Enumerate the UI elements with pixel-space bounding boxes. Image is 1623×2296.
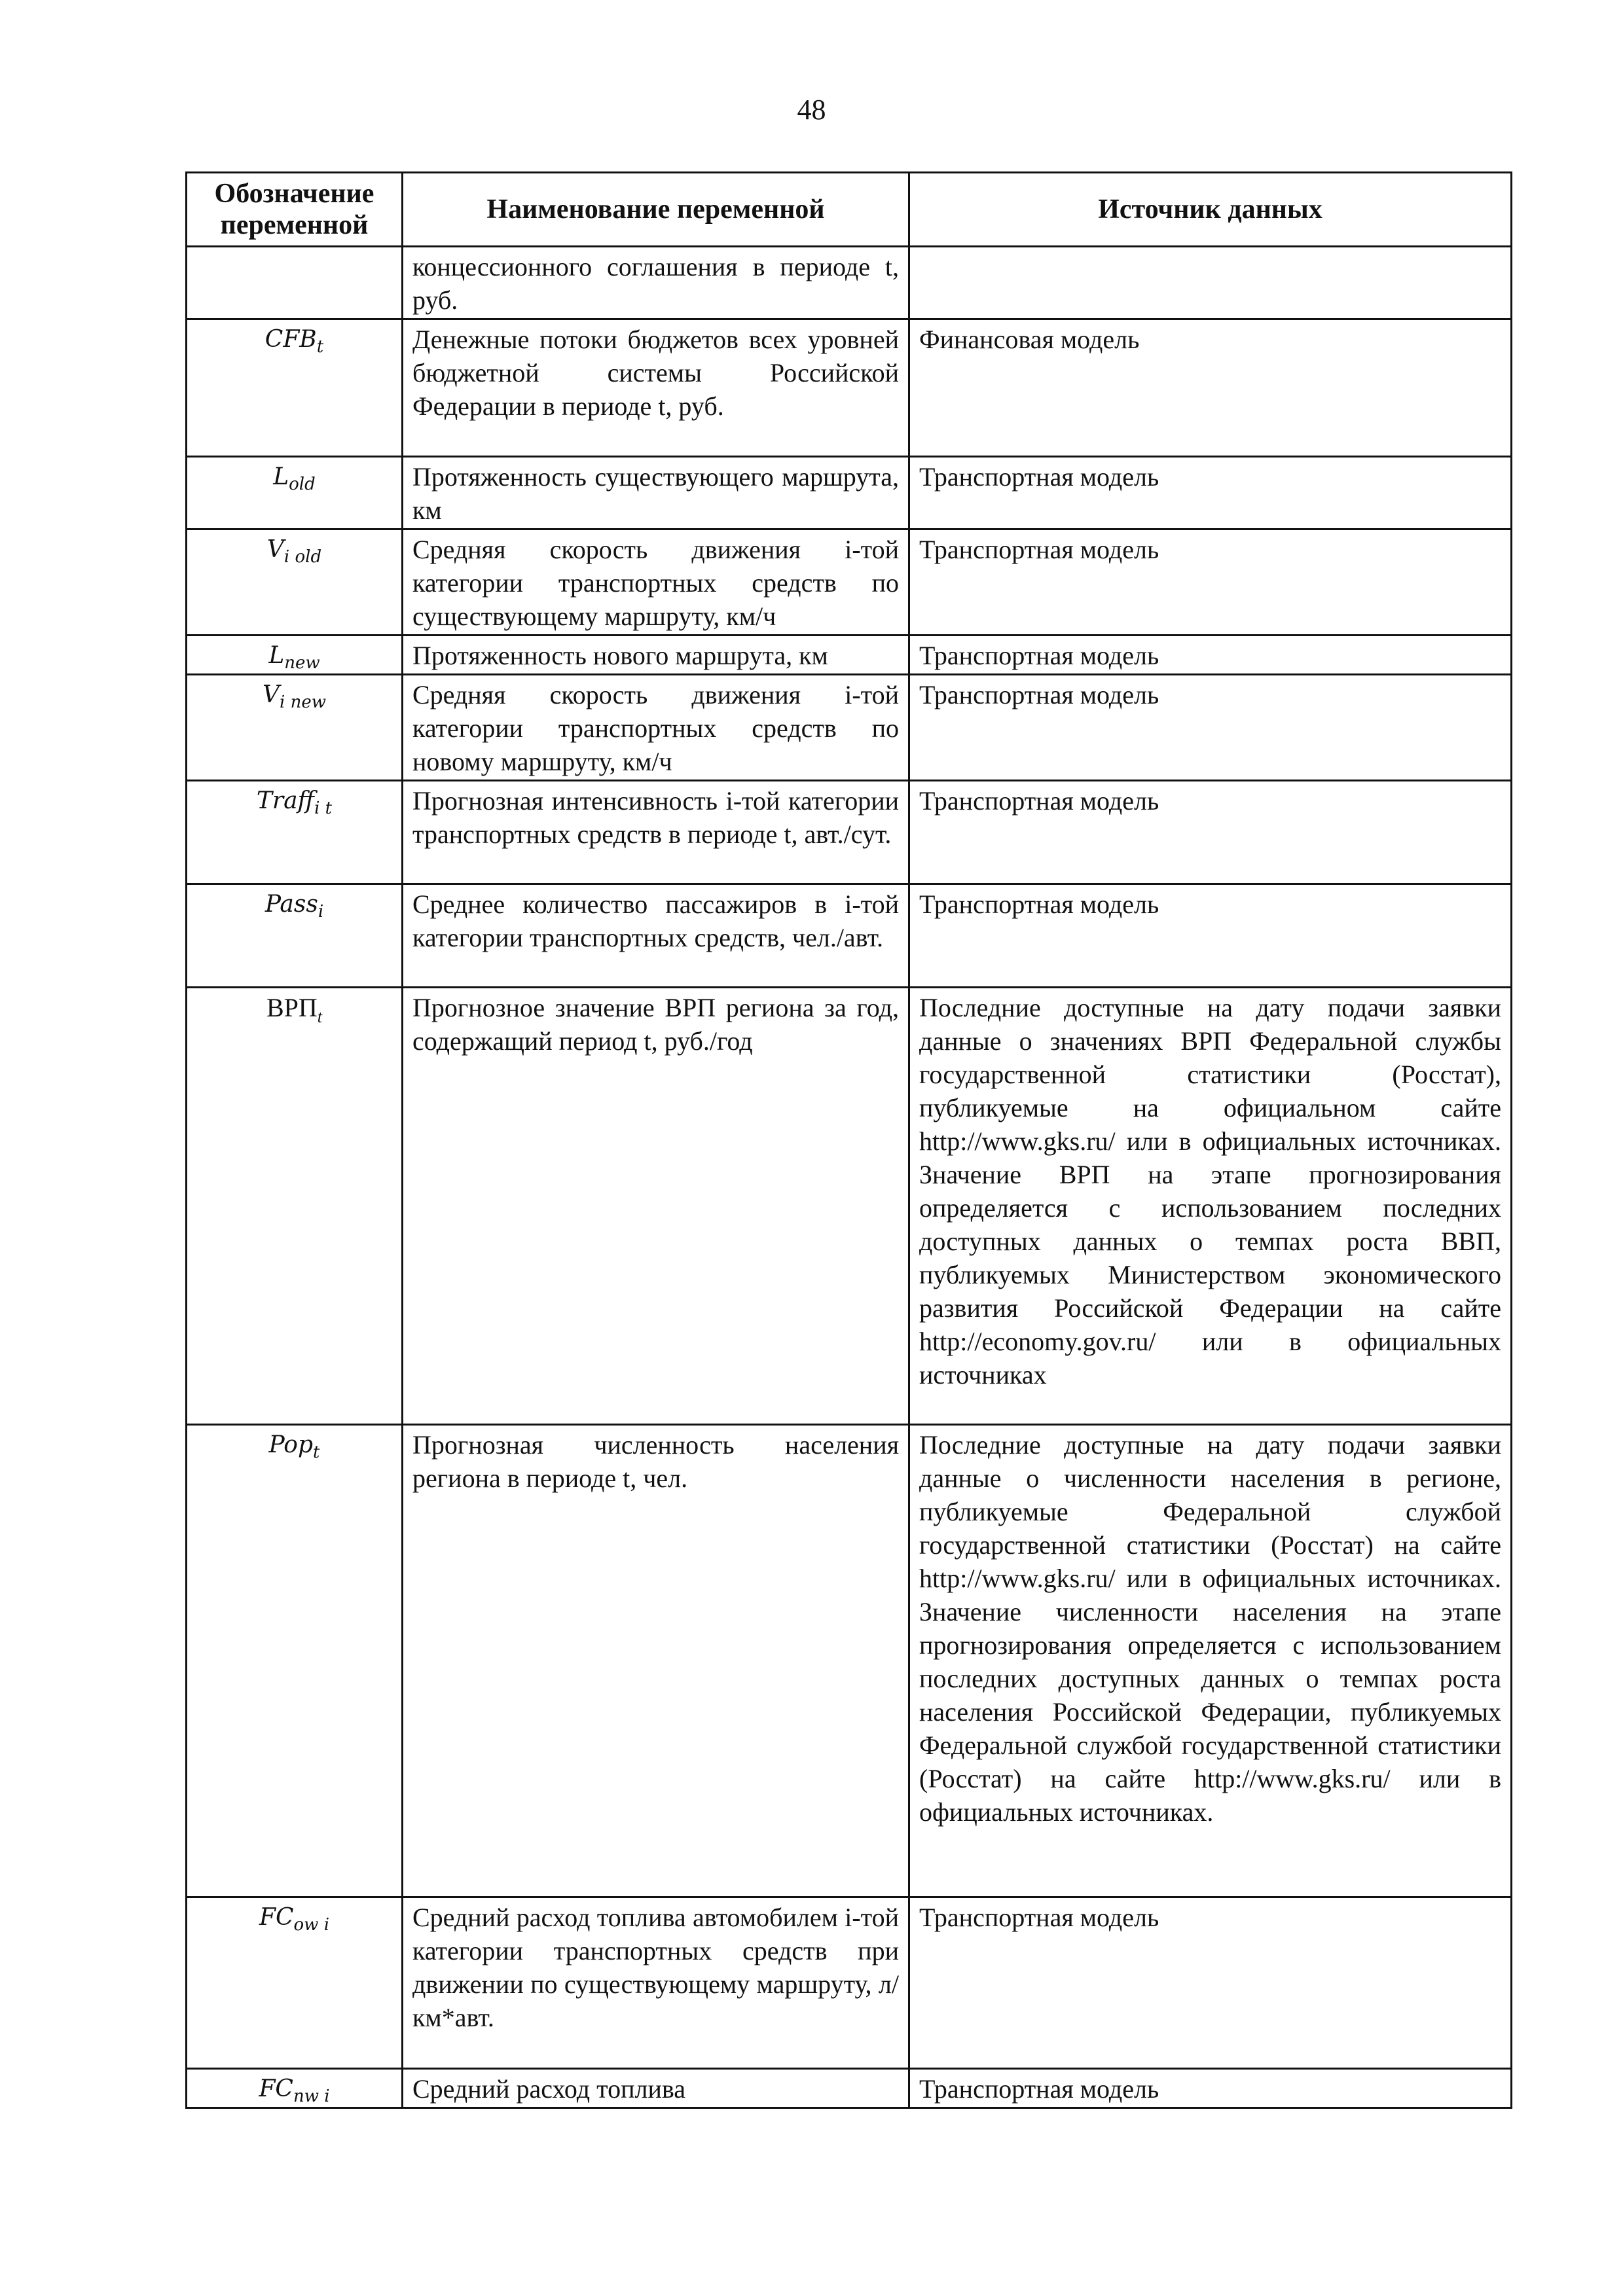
name-cell: Средняя скорость движения i-той категории транспортных средств по существующему маршруту, км/ч [403, 529, 909, 636]
name-cell: Прогнозная интенсивность i-той категории транспортных средств в периоде t, авт./сут. [403, 781, 909, 884]
header-name: Наименование переменной [403, 173, 909, 247]
table-row [187, 988, 1512, 1425]
name-cell: Денежные потоки бюджетов всех уровней бюджетной системы Российской Федерации в периоде t, руб. [403, 319, 909, 457]
symbol-cell: Pass$_i$ [187, 884, 403, 988]
table-row [187, 319, 1512, 457]
symbol-cell: $L_{new}$ [187, 636, 403, 675]
symbol-cell: $ВРП_t$ [187, 988, 403, 1425]
table-row [187, 675, 1512, 781]
table-row [187, 457, 1512, 529]
table-row [187, 247, 1512, 319]
table-row [187, 2069, 1512, 2108]
name-cell: Средний расход топлива автомобилем i-той категории транспортных средств при движении по существующему маршруту, л/км*авт. [403, 1897, 909, 2069]
source-cell: Транспортная модель [909, 781, 1512, 884]
source-cell: Транспортная модель [909, 1897, 1512, 2069]
name-cell: Прогнозная численность населения региона в периоде t, чел. [403, 1425, 909, 1897]
source-cell: Транспортная модель [909, 675, 1512, 781]
source-cell: Транспортная модель [909, 636, 1512, 675]
symbol-cell: $V_{i old}$ [187, 529, 403, 636]
source-cell: Транспортная модель [909, 457, 1512, 529]
symbol-cell: Pop$_t$ [187, 1425, 403, 1897]
source-cell: Транспортная модель [909, 529, 1512, 636]
table-row [187, 529, 1512, 636]
name-cell: Протяженность нового маршрута, км [403, 636, 909, 675]
symbol-cell: $FC_{ow i}$ [187, 1897, 403, 2069]
header-symbol: Обозначение переменной [187, 173, 403, 247]
source-cell: Последние доступные на дату подачи заявки данные о значениях ВРП Федеральной службы государственной статистики (Росстат), публикуемые на официальном сайте http://www.gks.ru/ или в официальных источниках. Значение ВРП на этапе прогнозирования определяется с использованием последних доступных данных о темпах роста ВВП, публикуемых Министерством экономического развития Российской Федерации на сайте http://economy.gov.ru/ или в официальных источниках [909, 988, 1512, 1425]
name-cell: Прогнозное значение ВРП региона за год, содержащий период t, руб./год [403, 988, 909, 1425]
page-number: 48 [797, 94, 826, 126]
source-cell: Транспортная модель [909, 884, 1512, 988]
symbol-cell [187, 247, 403, 319]
name-cell: концессионного соглашения в периоде t, руб. [403, 247, 909, 319]
source-cell: Финансовая модель [909, 319, 1512, 457]
table-row [187, 1425, 1512, 1897]
table-header-row [187, 173, 1512, 247]
source-cell: Последние доступные на дату подачи заявки данные о численности населения в регионе, публикуемые Федеральной службой государственной статистики (Росстат) на сайте http://www.gks.ru/ или в официальных источниках. Значение численности населения на этапе прогнозирования определяется с использованием последних доступных данных о темпах роста населения Российской Федерации, публикуемых Федеральной службой государственной статистики (Росстат) на сайте http://www.gks.ru/ или в официальных источниках. [909, 1425, 1512, 1897]
source-cell: Транспортная модель [909, 2069, 1512, 2108]
table-row [187, 636, 1512, 675]
symbol-cell: $CFB_t$ [187, 319, 403, 457]
symbol-cell: $FC_{nw i}$ [187, 2069, 403, 2108]
table-row [187, 884, 1512, 988]
source-cell [909, 247, 1512, 319]
header-source: Источник данных [909, 173, 1512, 247]
symbol-cell: $V_{i new}$ [187, 675, 403, 781]
symbol-cell: $L_{old}$ [187, 457, 403, 529]
table-row [187, 781, 1512, 884]
variables-table [185, 171, 1512, 2109]
name-cell: Протяженность существующего маршрута, км [403, 457, 909, 529]
name-cell: Средняя скорость движения i-той категории транспортных средств по новому маршруту, км/ч [403, 675, 909, 781]
symbol-cell: Traff$_{i t}$ [187, 781, 403, 884]
table-row [187, 1897, 1512, 2069]
name-cell: Среднее количество пассажиров в i-той категории транспортных средств, чел./авт. [403, 884, 909, 988]
name-cell: Средний расход топлива [403, 2069, 909, 2108]
